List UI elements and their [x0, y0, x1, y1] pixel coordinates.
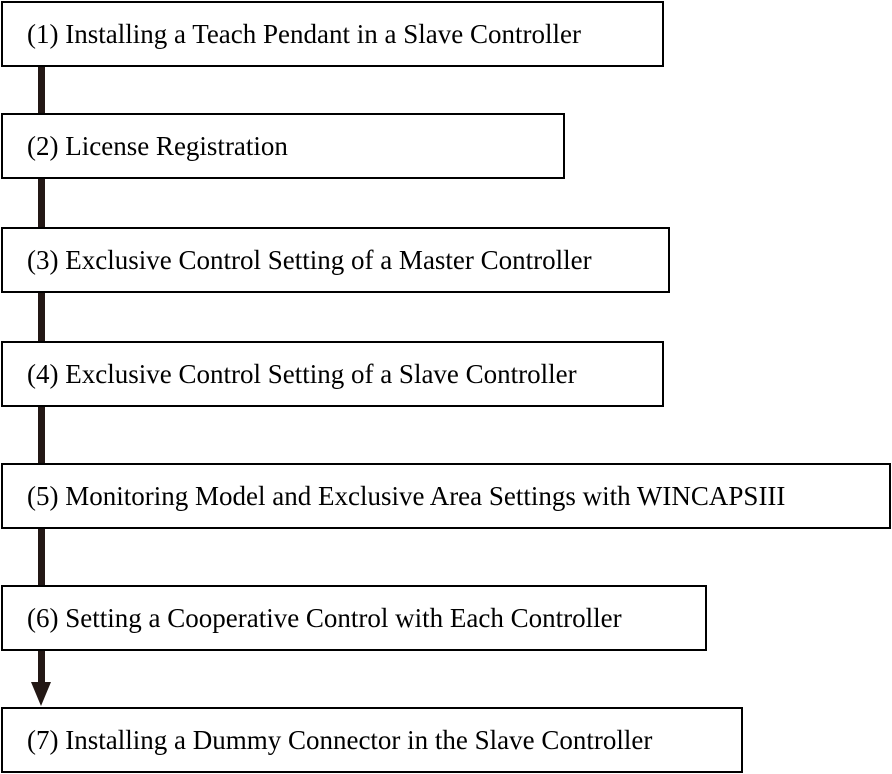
connector-line: [38, 529, 45, 585]
step-label: (2) License Registration: [27, 130, 288, 161]
arrow-down-icon: [31, 682, 51, 706]
step-label: (6) Setting a Cooperative Control with Each Controller: [27, 602, 622, 633]
step-box-7: [1, 707, 743, 773]
step-label: (1) Installing a Teach Pendant in a Slave Controller: [27, 18, 581, 49]
connector-line: [38, 651, 45, 683]
connector-line: [38, 293, 45, 341]
step-label: (5) Monitoring Model and Exclusive Area Settings with WINCAPSIII: [27, 480, 786, 511]
connector-line: [38, 67, 45, 113]
step-label: (4) Exclusive Control Setting of a Slave Controller: [27, 358, 577, 389]
connector-line: [38, 407, 45, 463]
step-box-2: [1, 113, 565, 179]
step-box-5: [1, 463, 891, 529]
step-box-6: [1, 585, 707, 651]
step-box-3: [1, 227, 670, 293]
step-box-1: [1, 1, 664, 67]
connector-line: [38, 179, 45, 227]
step-label: (7) Installing a Dummy Connector in the Slave Controller: [27, 724, 653, 755]
step-label: (3) Exclusive Control Setting of a Master Controller: [27, 244, 592, 275]
step-box-4: [1, 341, 664, 407]
